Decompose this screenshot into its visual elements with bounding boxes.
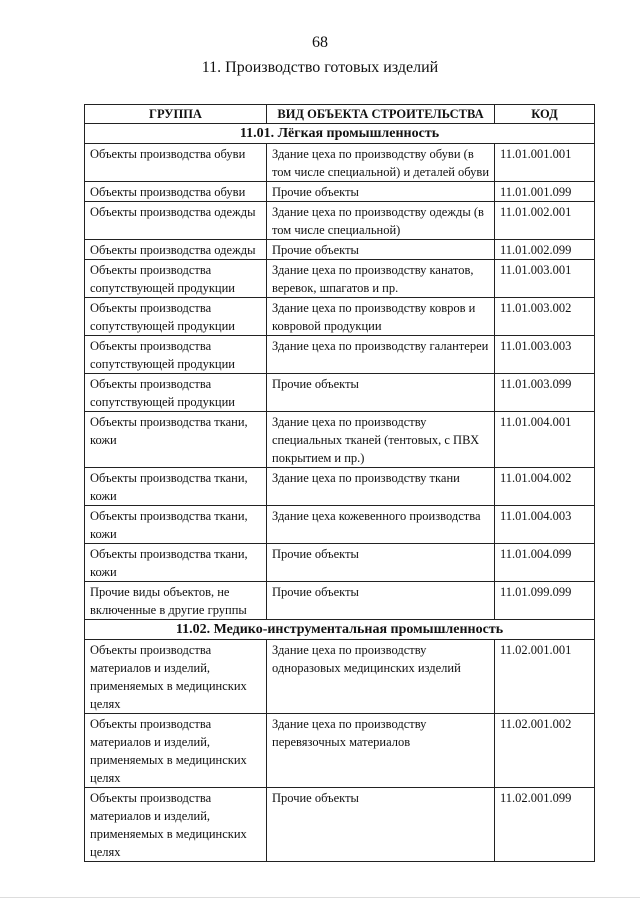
object-type-cell: Прочие объекты xyxy=(267,788,495,862)
table-row xyxy=(85,260,595,298)
code-cell: 11.01.003.003 xyxy=(495,336,595,374)
object-type-cell: Прочие объекты xyxy=(267,544,495,582)
classification-table xyxy=(84,104,595,862)
section-title: 11.02. Медико-инструментальная промышленность xyxy=(85,620,595,640)
group-cell: Объекты производства сопутствующей продукции xyxy=(85,298,267,336)
group-cell: Объекты производства ткани, кожи xyxy=(85,544,267,582)
group-cell: Объекты производства ткани, кожи xyxy=(85,468,267,506)
code-cell: 11.01.004.003 xyxy=(495,506,595,544)
section-row xyxy=(85,124,595,144)
group-cell: Объекты производства ткани, кожи xyxy=(85,412,267,468)
section-title: 11.01. Лёгкая промышленность xyxy=(85,124,595,144)
table-row xyxy=(85,544,595,582)
code-cell: 11.01.003.002 xyxy=(495,298,595,336)
code-cell: 11.01.003.001 xyxy=(495,260,595,298)
page-title: 11. Производство готовых изделий xyxy=(201,59,439,76)
object-type-cell: Здание цеха по производству ткани xyxy=(267,468,495,506)
object-type-cell: Здание цеха кожевенного производства xyxy=(267,506,495,544)
table-row xyxy=(85,582,595,620)
table-row xyxy=(85,240,595,260)
header-type: ВИД ОБЪЕКТА СТРОИТЕЛЬСТВА xyxy=(267,105,495,124)
group-cell: Объекты производства материалов и изделий, применяемых в медицинских целях xyxy=(85,714,267,788)
code-cell: 11.01.002.001 xyxy=(495,202,595,240)
header-code: КОД xyxy=(495,105,595,124)
page-edge xyxy=(0,897,640,898)
table-row xyxy=(85,468,595,506)
table-row xyxy=(85,336,595,374)
table-row xyxy=(85,202,595,240)
table-row xyxy=(85,788,595,862)
code-cell: 11.01.001.099 xyxy=(495,182,595,202)
object-type-cell: Здание цеха по производству перевязочных материалов xyxy=(267,714,495,788)
object-type-cell: Прочие объекты xyxy=(267,182,495,202)
table-row xyxy=(85,298,595,336)
table-body xyxy=(85,124,595,862)
code-cell: 11.01.004.002 xyxy=(495,468,595,506)
group-cell: Объекты производства материалов и изделий, применяемых в медицинских целях xyxy=(85,640,267,714)
table-row xyxy=(85,374,595,412)
group-cell: Объекты производства ткани, кожи xyxy=(85,506,267,544)
table-row xyxy=(85,412,595,468)
group-cell: Объекты производства одежды xyxy=(85,202,267,240)
object-type-cell: Здание цеха по производству обуви (в том числе специальной) и деталей обуви xyxy=(267,144,495,182)
object-type-cell: Прочие объекты xyxy=(267,582,495,620)
code-cell: 11.01.003.099 xyxy=(495,374,595,412)
code-cell: 11.01.004.001 xyxy=(495,412,595,468)
group-cell: Объекты производства сопутствующей продукции xyxy=(85,336,267,374)
object-type-cell: Здание цеха по производству галантереи xyxy=(267,336,495,374)
object-type-cell: Здание цеха по производству одежды (в том числе специальной) xyxy=(267,202,495,240)
object-type-cell: Здание цеха по производству специальных тканей (тентовых, с ПВХ покрытием и пр.) xyxy=(267,412,495,468)
group-cell: Прочие виды объектов, не включенные в другие группы xyxy=(85,582,267,620)
code-cell: 11.01.001.001 xyxy=(495,144,595,182)
group-cell: Объекты производства обуви xyxy=(85,144,267,182)
code-cell: 11.01.004.099 xyxy=(495,544,595,582)
object-type-cell: Здание цеха по производству ковров и ковровой продукции xyxy=(267,298,495,336)
table-header-row xyxy=(85,105,595,124)
object-type-cell: Здание цеха по производству канатов, веревок, шпагатов и пр. xyxy=(267,260,495,298)
object-type-cell: Прочие объекты xyxy=(267,374,495,412)
code-cell: 11.02.001.002 xyxy=(495,714,595,788)
table-row xyxy=(85,506,595,544)
table-row xyxy=(85,144,595,182)
page-number: 68 xyxy=(312,34,328,51)
table-row xyxy=(85,714,595,788)
group-cell: Объекты производства сопутствующей продукции xyxy=(85,374,267,412)
group-cell: Объекты производства материалов и изделий, применяемых в медицинских целях xyxy=(85,788,267,862)
code-cell: 11.01.002.099 xyxy=(495,240,595,260)
group-cell: Объекты производства сопутствующей продукции xyxy=(85,260,267,298)
code-cell: 11.02.001.001 xyxy=(495,640,595,714)
object-type-cell: Здание цеха по производству одноразовых медицинских изделий xyxy=(267,640,495,714)
object-type-cell: Прочие объекты xyxy=(267,240,495,260)
table-row xyxy=(85,182,595,202)
group-cell: Объекты производства обуви xyxy=(85,182,267,202)
code-cell: 11.01.099.099 xyxy=(495,582,595,620)
table-row xyxy=(85,640,595,714)
code-cell: 11.02.001.099 xyxy=(495,788,595,862)
header-group: ГРУППА xyxy=(85,105,267,124)
section-row xyxy=(85,620,595,640)
group-cell: Объекты производства одежды xyxy=(85,240,267,260)
